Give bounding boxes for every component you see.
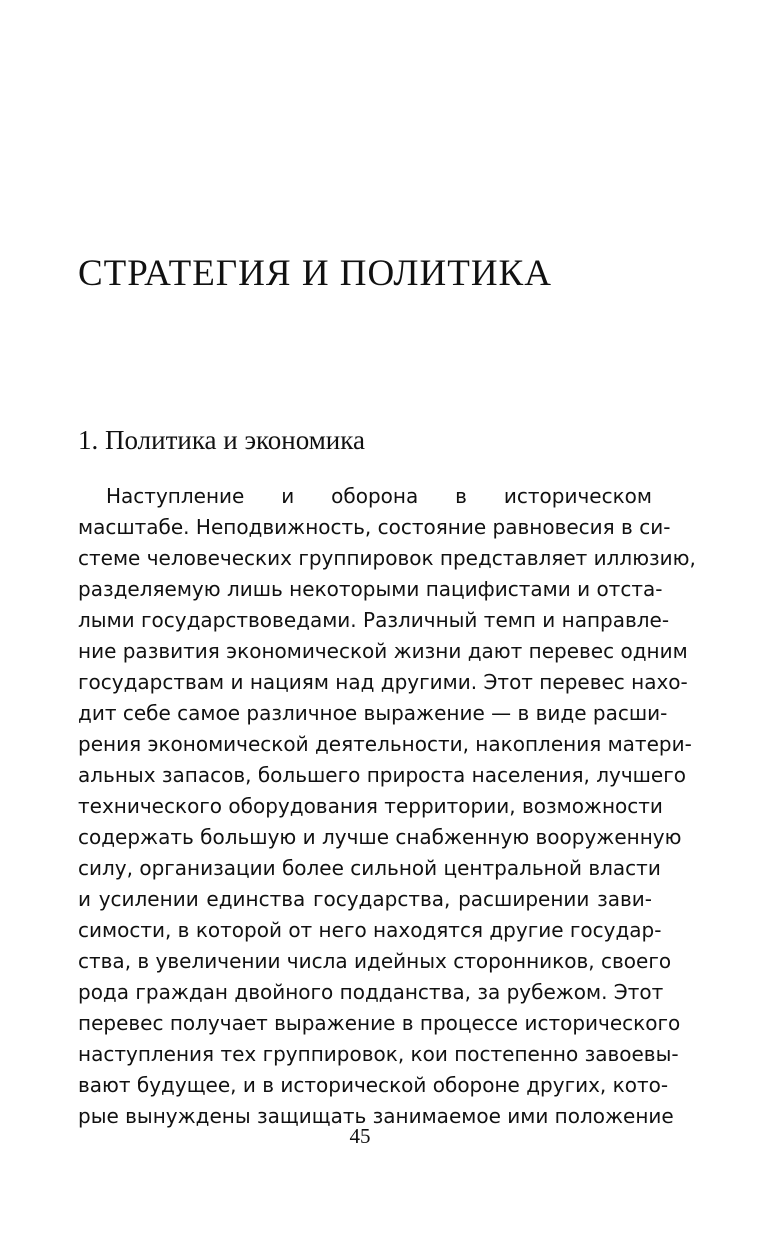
body-paragraph (78, 481, 696, 1132)
text-line: рые вынуждены защищать занимаемое ими положение (78, 1104, 674, 1128)
text-line: ние развития экономической жизни дают перевес одним (78, 639, 688, 663)
text-line: масштабе. Неподвижность, состояние равновесия в си- (78, 515, 671, 539)
text-line: Наступление и оборона в историческом (106, 484, 652, 508)
text-line: лыми государствоведами. Различный темп и направле- (78, 608, 670, 632)
text-line: дит себе самое различное выражение — в виде расши- (78, 701, 668, 725)
text-line: рода граждан двойного подданства, за рубежом. Этот (78, 980, 664, 1004)
chapter-title: СТРАТЕГИЯ И ПОЛИТИКА (78, 253, 552, 294)
text-line: разделяемую лишь некоторыми пацифистами и отста- (78, 577, 663, 601)
text-line: перевес получает выражение в процессе исторического (78, 1011, 681, 1035)
section-title: 1. Политика и экономика (78, 425, 365, 455)
page-number: 45 (349, 1124, 371, 1148)
text-line: альных запасов, большего прироста населения, лучшего (78, 763, 686, 787)
text-line: стеме человеческих группировок представляет иллюзию, (78, 546, 696, 570)
text-line: государствам и нациям над другими. Этот перевес нахо- (78, 670, 688, 694)
text-line: содержать большую и лучше снабженную вооруженную (78, 825, 682, 849)
text-line: наступления тех группировок, кои постепенно завоевы- (78, 1042, 679, 1066)
text-line: симости, в которой от него находятся другие государ- (78, 918, 662, 942)
text-line: и усилении единства государства, расширении зави- (78, 887, 652, 911)
text-line: силу, организации более сильной центральной власти (78, 856, 661, 880)
text-line: рения экономической деятельности, накопления матери- (78, 732, 692, 756)
text-line: вают будущее, и в исторической обороне других, кото- (78, 1073, 669, 1097)
text-line: технического оборудования территории, возможности (78, 794, 663, 818)
text-line: ства, в увеличении числа идейных сторонников, своего (78, 949, 672, 973)
